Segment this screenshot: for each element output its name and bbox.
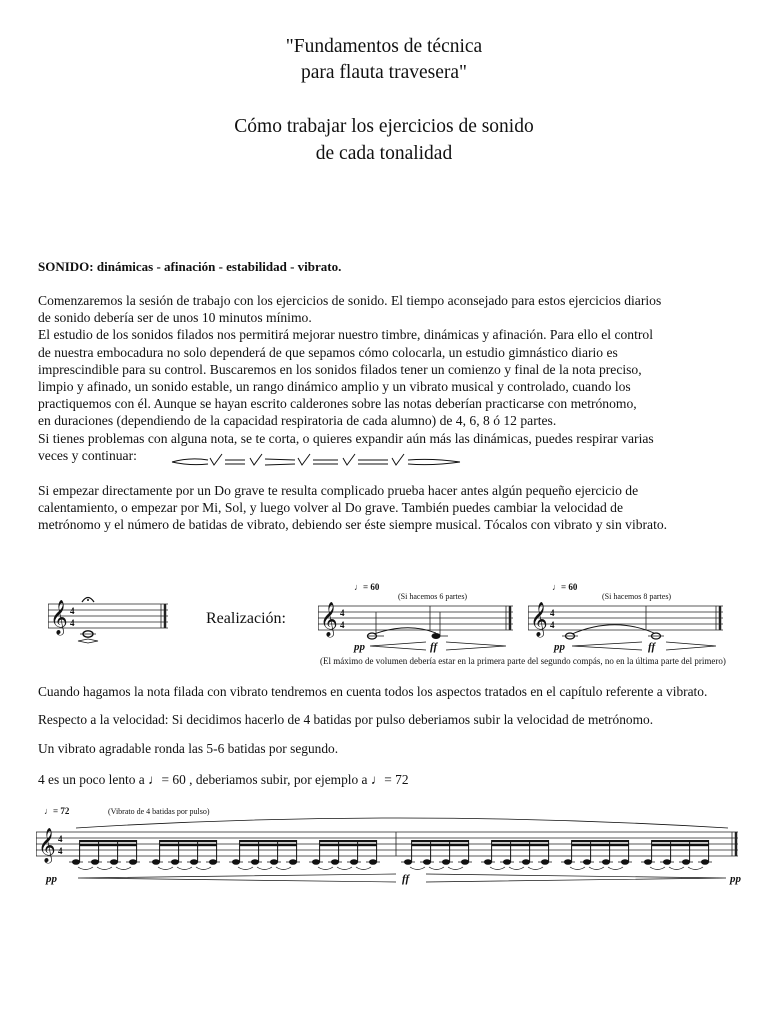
paragraph-1-line: de nuestra embocadura no solo dependerá de que sepamos cómo colocarla, un estudio gimnástico diario es (38, 344, 618, 360)
tempo-marking: ♩= 72 (44, 806, 70, 816)
paragraph-1-line: imprescindible para su control. Buscaremos en los sonidos filados tener un comienzo y final de la nota preciso, (38, 361, 642, 377)
note-head (663, 859, 671, 865)
tie-arc (448, 867, 463, 870)
note-beam (572, 844, 629, 846)
breath-marks-diagram (170, 452, 470, 472)
note-head (404, 859, 412, 865)
tie-arc (650, 867, 665, 870)
note-head (522, 859, 530, 865)
note-head (171, 859, 179, 865)
tempo-text-line (38, 772, 409, 788)
paragraph-2-line: Si empezar directamente por un Do grave te resulta complicado prueba hacer antes algún pequeño ejercicio de (38, 483, 639, 498)
note-head (583, 859, 591, 865)
paragraph-2 (38, 482, 738, 534)
note-head (331, 859, 339, 865)
section-heading: SONIDO: dinámicas - afinación - estabilidad - vibrato. (38, 259, 342, 274)
note-head (644, 859, 652, 865)
crescendo-hairpin (78, 874, 396, 882)
tie-arc (116, 867, 131, 870)
paragraph-1-line: en duraciones (dependiendo de la capacidad respiratoria de cada alumno) de 4, 6, 8 ó 12 partes. (38, 413, 557, 429)
tie-arc (257, 867, 272, 870)
tie-arc (589, 867, 604, 870)
decrescendo-hairpin (426, 874, 726, 882)
svg-text:4: 4 (340, 608, 345, 618)
tempo-marking: ♩= 72 (370, 772, 409, 787)
paragraph-1-line: practiquemos con él. Aunque se hayan escrito calderones sobre las notas deberían practicarse con metrónomo, (38, 396, 637, 412)
note-beam (320, 840, 377, 842)
tie-arc (410, 867, 425, 870)
svg-text:4: 4 (550, 608, 555, 618)
title-line-2: para flauta travesera" (300, 62, 468, 83)
tie-arc (158, 867, 173, 870)
tie-arc (669, 867, 684, 870)
tie-arc (688, 867, 703, 870)
tie-arc (76, 818, 728, 828)
tie-arc (276, 867, 291, 870)
svg-text:4: 4 (550, 620, 555, 630)
note-head (110, 859, 118, 865)
realization-label: Realización: (206, 610, 286, 627)
paragraph-1-line: Comenzaremos la sesión de trabajo con los ejercicios de sonido. El tiempo aconsejado para estos ejercicios diarios (38, 293, 662, 308)
treble-clef-icon: 𝄞 (320, 603, 338, 636)
tie-arc (429, 867, 444, 870)
note-head (312, 859, 320, 865)
tie-arc (97, 867, 112, 870)
paragraph-1-line: de sonido debería ser de unos 10 minutos mínimo. (38, 310, 312, 326)
note-beam (572, 840, 629, 842)
tie-arc (356, 867, 371, 870)
note-head (602, 859, 610, 865)
paragraph-2-line: metrónomo y el número de batidas de vibrato, debiendo ser éste siempre musical. Tócalos con vibrato y sin vibrato. (38, 517, 668, 533)
note-head (423, 859, 431, 865)
dynamic-marking: pp (730, 873, 741, 885)
note-beam (160, 840, 217, 842)
music-staff-vibrato (36, 800, 748, 892)
note-beam (492, 840, 549, 842)
treble-clef-icon: 𝄞 (38, 829, 56, 862)
music-staff-realization-a (318, 578, 518, 658)
note-beam (320, 844, 377, 846)
note-head (484, 859, 492, 865)
annotation-text: (Vibrato de 4 batidas por pulso) (108, 807, 210, 816)
title-line-1: "Fundamentos de técnica (285, 36, 483, 57)
text-line: Respecto a la velocidad: Si decidimos hacerlo de 4 batidas por pulso deberiamos subir la velocidad de metrónomo. (38, 712, 654, 727)
note-head (209, 859, 217, 865)
paragraph-1-line: Si tienes problemas con alguna nota, se te corta, o quieres expandir aún más las dinámicas, puedes respirar varias (38, 430, 654, 446)
text-fragment: 4 es un poco lento a (38, 772, 145, 787)
annotation-text: (Si hacemos 8 partes) (602, 592, 672, 601)
annotation-text: (Si hacemos 6 partes) (398, 592, 468, 601)
tempo-marking: ♩= 60 (354, 582, 380, 592)
note-beam (412, 840, 469, 842)
text-line: Cuando hagamos la nota filada con vibrato tendremos en cuenta todos los aspectos tratados en el capítulo referente a vibrato. (38, 684, 708, 699)
note-head (350, 859, 358, 865)
tie-arc (509, 867, 524, 870)
dynamic-marking: pp (46, 873, 57, 885)
dynamic-marking: ff (402, 873, 410, 885)
note-beam (412, 844, 469, 846)
tie-arc (608, 867, 623, 870)
dynamic-marking: ff (430, 641, 438, 653)
treble-clef-icon: 𝄞 (50, 601, 68, 634)
note-head (270, 859, 278, 865)
note-beam (652, 840, 709, 842)
note-beam (160, 844, 217, 846)
note-head (442, 859, 450, 865)
note-head (152, 859, 160, 865)
note-head (564, 859, 572, 865)
music-staff-1 (48, 592, 178, 652)
tie-arc (318, 867, 333, 870)
svg-text:4: 4 (340, 620, 345, 630)
note-head (289, 859, 297, 865)
note-head (72, 859, 80, 865)
svg-text:4: 4 (70, 618, 75, 628)
paragraph-1-line: veces y continuar: (38, 447, 137, 463)
note-head (682, 859, 690, 865)
tempo-marking: ♩= 60 (148, 772, 186, 787)
music-footnote: (El máximo de volumen debería estar en la primera parte del segundo compás, no en la última parte del primero) (320, 656, 726, 666)
tie-arc (337, 867, 352, 870)
tie-arc (196, 867, 211, 870)
tie-arc (490, 867, 505, 870)
svg-text:4: 4 (70, 606, 75, 616)
sixteenth-note-groups (69, 840, 712, 870)
tie-arc (177, 867, 192, 870)
music-staff-realization-b (528, 578, 728, 658)
dynamic-marking: pp (554, 641, 565, 653)
svg-text:4: 4 (58, 846, 63, 856)
tie-arc (238, 867, 253, 870)
note-head (251, 859, 259, 865)
note-beam (80, 844, 137, 846)
note-beam (492, 844, 549, 846)
tie-arc (528, 867, 543, 870)
note-head (541, 859, 549, 865)
paragraph-1 (38, 292, 738, 464)
text-line: Un vibrato agradable ronda las 5-6 batidas por segundo. (38, 741, 339, 756)
text-fragment: , deberiamos subir, por ejemplo a (189, 772, 368, 787)
note-head (461, 859, 469, 865)
note-head (232, 859, 240, 865)
note-head (621, 859, 629, 865)
note-beam (240, 840, 297, 842)
subtitle-line-1: Cómo trabajar los ejercicios de sonido (234, 116, 534, 137)
treble-clef-icon: 𝄞 (530, 603, 548, 636)
dynamic-marking: ff (648, 641, 656, 653)
svg-text:4: 4 (58, 834, 63, 844)
note-head (91, 859, 99, 865)
note-head (129, 859, 137, 865)
note-head (701, 859, 709, 865)
tie-arc (570, 867, 585, 870)
paragraph-1-line: El estudio de los sonidos filados nos permitirá mejorar nuestro timbre, dinámicas y afinación. Para ello el control (38, 327, 653, 343)
note-head (369, 859, 377, 865)
paragraph-1-line: limpio y afinado, un sonido estable, un rango dinámico amplio y un vibrato musical y controlado, cuando los (38, 379, 631, 395)
note-head (503, 859, 511, 865)
paragraph-2-line: calentamiento, o empezar por Mi, Sol, y luego volver al Do grave. También puedes cambiar la velocidad de (38, 500, 624, 516)
subtitle-line-2: de cada tonalidad (315, 143, 453, 164)
dynamic-marking: pp (354, 641, 365, 653)
note-beam (652, 844, 709, 846)
tie-arc (78, 867, 93, 870)
note-head (190, 859, 198, 865)
note-beam (80, 840, 137, 842)
tempo-marking: ♩= 60 (552, 582, 578, 592)
note-beam (240, 844, 297, 846)
